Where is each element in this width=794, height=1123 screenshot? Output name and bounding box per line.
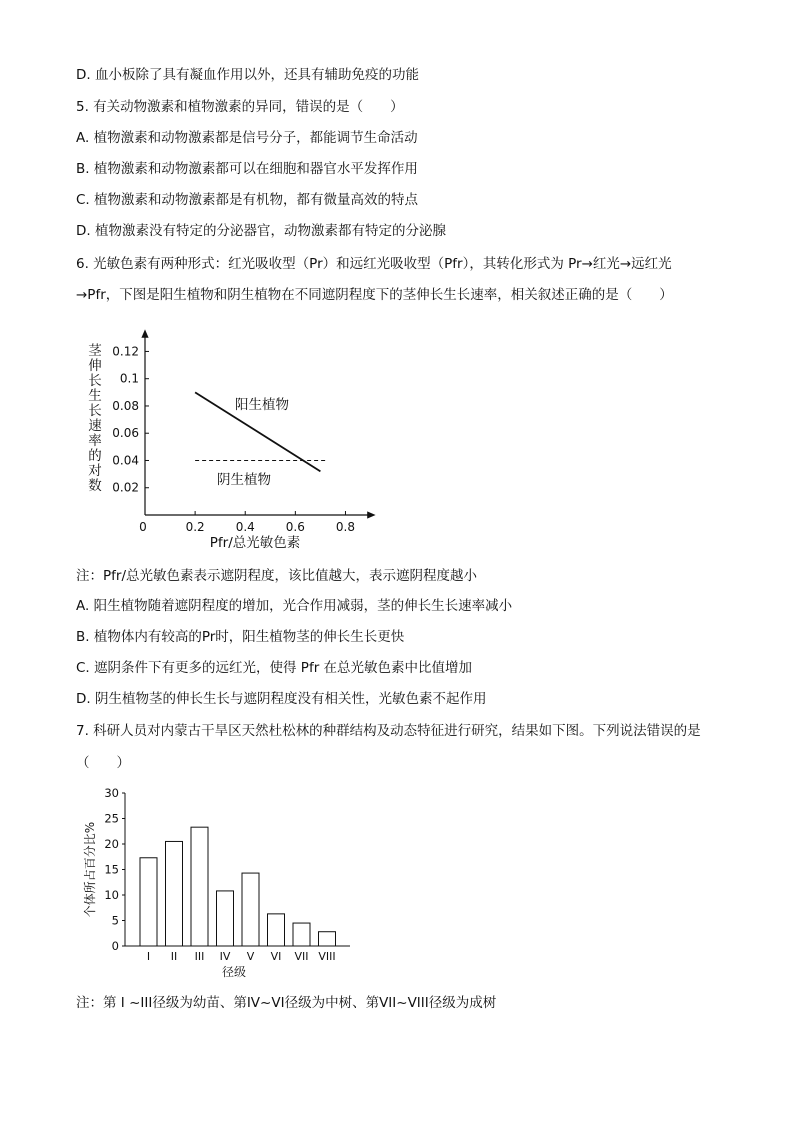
text-line: C. 植物激素和动物激素都是有机物，都有微量高效的特点: [76, 192, 419, 208]
y-axis-label-char: 对: [88, 463, 102, 479]
y-tick-label: 10: [104, 888, 119, 902]
bar: [217, 891, 234, 946]
text-line: 7. 科研人员对内蒙古干旱区天然杜松林的种群结构及动态特征进行研究，结果如下图。下列说法错误的是: [76, 723, 701, 739]
bar: [319, 932, 336, 946]
y-tick-label: 0: [111, 939, 119, 953]
y-axis-label-char: 长: [88, 403, 102, 419]
y-axis-label-char: 生: [88, 388, 102, 404]
y-axis-label-char: 率: [88, 433, 102, 449]
y-axis-label-char: 数: [88, 478, 102, 494]
x-tick-label: VII: [294, 950, 309, 963]
text-line: A. 阳生植物随着遮阴程度的增加，光合作用减弱，茎的伸长生长速率减小: [76, 598, 513, 614]
y-tick-label: 25: [104, 811, 119, 826]
diameter-class-chart: [70, 785, 370, 985]
y-axis-label-char: 伸: [88, 358, 102, 374]
x-tick-label: VIII: [318, 950, 336, 963]
y-axis-label: 个体所占百分比%: [83, 821, 97, 918]
text-line: D. 阴生植物茎的伸长生长与遮阴程度没有相关性，光敏色素不起作用: [76, 691, 487, 707]
text-line: 5. 有关动物激素和植物激素的异同，错误的是（ ）: [76, 99, 404, 115]
bar: [268, 914, 285, 946]
bar: [166, 841, 183, 946]
y-tick-label: 5: [111, 913, 119, 928]
x-tick-label: II: [170, 950, 178, 963]
y-tick-label: 30: [104, 786, 119, 800]
x-tick-label: III: [194, 950, 205, 963]
x-tick-label: I: [146, 950, 151, 963]
series-label-sun-plant: 阳生植物: [235, 397, 289, 413]
y-axis-label-char: 长: [88, 373, 102, 389]
y-tick-label: 0.12: [112, 344, 139, 359]
bar: [242, 873, 259, 946]
text-line: D. 植物激素没有特定的分泌器官，动物激素都有特定的分泌腺: [76, 223, 446, 239]
y-axis-label-char: 茎: [88, 343, 102, 359]
x-tick-label: 0.6: [285, 520, 305, 534]
x-tick-label: V: [246, 950, 255, 963]
x-tick-label: 0.4: [235, 520, 255, 534]
y-axis-label-char: 速: [88, 418, 102, 434]
text-line: C. 遮阴条件下有更多的远红光，使得 Pfr 在总光敏色素中比值增加: [76, 660, 473, 676]
x-tick-label: 0.8: [335, 520, 356, 534]
text-line: （ ）: [76, 755, 130, 771]
y-tick-label: 0.04: [112, 453, 139, 468]
y-axis-label-char: 的: [88, 448, 102, 464]
y-tick-label: 0.1: [119, 371, 139, 386]
x-tick-label: VI: [270, 950, 282, 963]
y-tick-label: 20: [104, 837, 119, 851]
bar: [293, 923, 310, 946]
x-tick-label: 0.2: [185, 520, 205, 534]
text-line: 注：Pfr/总光敏色素表示遮阴程度，该比值越大，表示遮阴程度越小: [76, 568, 477, 584]
y-tick-label: 0.08: [112, 398, 139, 413]
bar: [140, 858, 157, 946]
x-tick-label: IV: [219, 950, 231, 963]
text-line: D. 血小板除了具有凝血作用以外，还具有辅助免疫的功能: [76, 67, 419, 83]
x-axis-label: Pfr/总光敏色素: [209, 535, 301, 551]
text-line: 注：第 I ~III径级为幼苗、第IV~VI径级为中树、第VII~VIII径级为成树: [76, 995, 497, 1011]
shade-chart: [80, 325, 400, 555]
x-axis-label: 径级: [221, 965, 247, 979]
y-tick-label: 15: [104, 862, 119, 877]
y-tick-label: 0.02: [112, 480, 139, 495]
text-line: A. 植物激素和动物激素都是信号分子，都能调节生命活动: [76, 130, 418, 146]
y-tick-label: 0.06: [112, 426, 139, 441]
text-line: →Pfr，下图是阳生植物和阴生植物在不同遮阴程度下的茎伸长生长速率，相关叙述正确的是（ ）: [76, 287, 673, 303]
bar: [191, 827, 208, 946]
series-label-shade-plant: 阴生植物: [217, 472, 271, 488]
x-tick-label: 0: [139, 520, 147, 534]
text-line: B. 植物体内有较高的Pr时，阳生植物茎的伸长生长更快: [76, 629, 405, 645]
text-line: B. 植物激素和动物激素都可以在细胞和器官水平发挥作用: [76, 161, 418, 177]
text-line: 6. 光敏色素有两种形式：红光吸收型（Pr）和远红光吸收型（Pfr），其转化形式为 Pr→红光→远红光: [76, 256, 672, 272]
